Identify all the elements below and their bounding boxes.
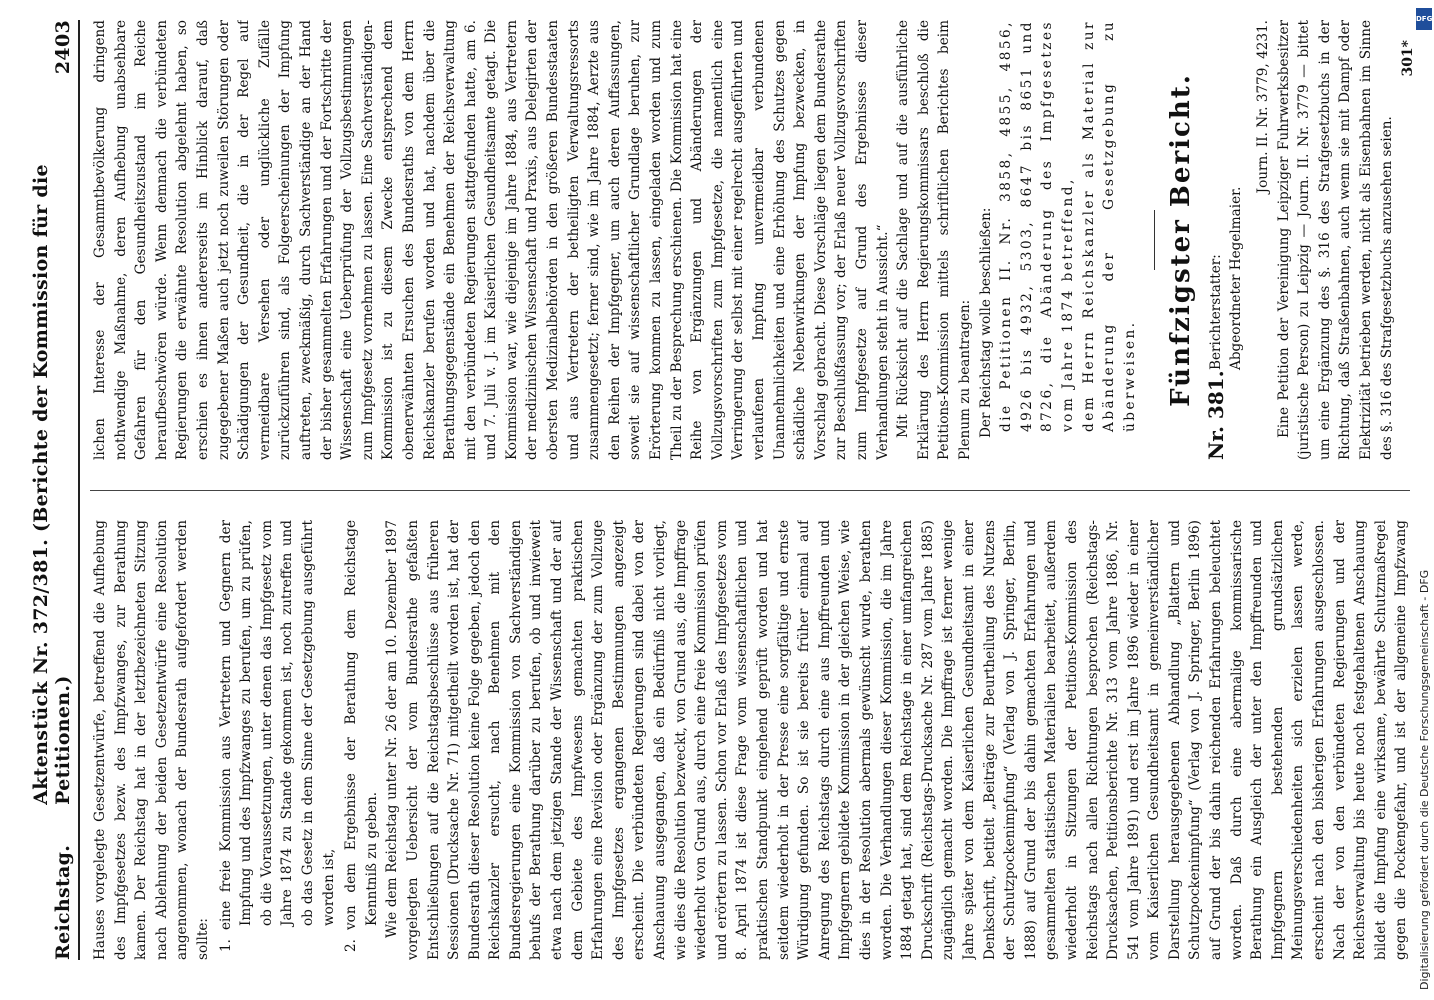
list-number: 2. <box>343 939 360 952</box>
header-title: Aktenstück Nr. 372/381. (Berichte der Kommission für die Petitionen.) <box>30 164 74 805</box>
digitization-note <box>1414 0 1434 1000</box>
column-divider <box>90 490 1410 491</box>
header-left: Reichstag. <box>52 844 74 960</box>
report-heading: Fünfzigster Bericht. <box>1166 73 1197 407</box>
report-number: Nr. 381. <box>1203 370 1228 460</box>
left-paragraph-1: Hauses vorgelegte Gesetzentwürfe, betreffend die Aufhebung des Impfgesetzes bezw. des Impfzwanges, zur Berathung kamen. Der Reichstag hat in der letztbezeichneten Sitzung nach Ablehnung der beiden Gesetzentwürfe eine Resolution angenommen, wonach der Bundesrath aufgefordert werden sollte: <box>92 520 211 960</box>
list-number: 1. <box>217 939 234 952</box>
report-meta <box>1203 20 1247 460</box>
right-paragraph-1: lichen Interesse der Gesammtbevölkerung dringend nothwendige Maßnahme, deren Aufhebung unabsehbare Gefahren für den Gesundheitszustand im Reiche heraufbeschwören würde. Wenn demnach die verbündeten Regierungen die erwähnte Resolution abgelehnt haben, so erschien es ihnen andererseits im Hinblick darauf, daß zugegebener Maßen auch jetzt noch zuweilen Störungen oder Schädigungen der Gesundheit, die in der Regel auf vermeidbare Versehen oder unglückliche Zufälle zurückzuführen sind, als Folgeerscheinungen der Impfung auftreten, zweckmäßig, durch Sachverständige an der Hand der bisher gesammelten Erfahrungen und der Fortschritte der Wissenschaft eine Ueberprüfung der Vollzugsbestimmungen zum Impfgesetz vornehmen zu lassen. Eine Sachverständigen-Kommission ist zu diesem Zwecke entsprechend dem obenerwähnten Ersuchen des Bundesraths von dem Herrn Reichskanzler berufen worden und hat, nachdem über die Berathungsgegenstände ein Benehmen der Reichsverwaltung mit den verbündeten Regierungen stattgefunden hatte, am 6. und 7. Juli v. J. im Kaiserlichen Gesundheitsamte getagt. Die Kommission war, wie diejenige im Jahre 1884, aus Vertretern der medizinischen Wissenschaft und Praxis, aus Delegirten der obersten Medizinalbehörden in den größeren Bundesstaaten und aus Vertretern der betheiligten Verwaltungsressorts zusammengesetzt; ferner sind, wie im Jahre 1884, Aerzte aus den Reihen der Impfgegner, um auch deren Auffassungen, soweit sie auf wissenschaftlicher Grundlage beruhen, zur Erörterung kommen zu lassen, eingeladen worden und zum Theil zu der Besprechung erschienen. Die Kommission hat eine Reihe von Ergänzungen und Abänderungen der Vollzugsvorschriften zum Impfgesetze, die namentlich eine Verringerung der selbst mit einer regelrecht ausgeführten und verlaufenen Impfung unvermeidbar verbundenen Unannehmlichkeiten und eine Erhöhung des Schutzes gegen schädliche Nebenwirkungen der Impfung bezwecken, in Vorschlag gebracht. Diese Vorschläge liegen dem Bundesrathe zur Beschlußfassung vor; der Erlaß neuer Vollzugsvorschriften zum Impfgesetze auf Grund des Ergebnisses dieser Verhandlungen steht in Aussicht.“ <box>92 20 891 460</box>
journal-reference: Journ. II. Nr. 3779, 4231. <box>1255 20 1272 194</box>
list-item <box>216 520 340 960</box>
page-header <box>30 20 80 960</box>
section-rule <box>1154 210 1155 270</box>
left-column <box>90 520 1410 960</box>
resolution-text: die Petitionen II. Nr. 3858, 4855, 4856, 4926 bis 4932, 5303, 8647 bis 8651 und 8726, die Abänderung des Impfgesetzes vom Jahre 1874 betreffend, <box>998 20 1076 432</box>
list-item <box>341 520 382 960</box>
reporter-name: Abgeordneter Hegelmaier. <box>1228 186 1245 370</box>
reporter-block <box>1206 20 1247 370</box>
left-paragraph-2: Wie dem Reichstag unter Nr. 26 der am 10. Dezember 1897 vorgelegten Uebersicht der vom Bundesrathe gefaßten Entschließungen auf die Reichstagsbeschlüsse aus früheren Sessionen (Drucksache Nr. 71) mitgetheilt worden ist, hat der Bundesrath dieser Resolution keine Folge gegeben, jedoch den Reichskanzler ersucht, nach Benehmen mit den Bundesregierungen eine Kommission von Sachverständigen behufs der Berathung darüber zu berufen, ob und inwieweit etwa nach dem jetzigen Stande der Wissenschaft und der auf dem Gebiete des Impfwesens gemachten praktischen Erfahrungen eine Revision oder Ergänzung der zum Vollzuge des Impfgesetzes ergangenen Bestimmungen angezeigt erscheint. Die verbündeten Regierungen sind dabei von der Anschauung ausgegangen, daß ein Bedürfniß nicht vorliegt, wie dies die Resolution bezweckt, von Grund aus, die Impffrage wiederholt von Grund aus, durch eine freie Kommission prüfen und erörtern zu lassen. Schon vor Erlaß des Impfgesetzes vom 8. April 1874 ist diese Frage vom wissenschaftlichen und praktischen Standpunkt eingehend geprüft worden und hat seitdem wiederholt in der Presse eine sorgfältige und ernste Würdigung gefunden. So ist sie bereits früher einmal auf Anregung des Reichstags durch eine aus Impffreunden und Impfgegnern gebildete Kommission in der gleichen Weise, wie dies in der Resolution abermals gewünscht wurde, berathen worden. Die Verhandlungen dieser Kommission, die im Jahre 1884 getagt hat, sind dem Reichstage in einer umfangreichen Druckschrift (Reichstags-Drucksache Nr. 287 vom Jahre 1885) zugänglich gemacht worden. Die Impffrage ist ferner wenige Jahre später von dem Kaiserlichen Gesundheitsamt in einer Denkschrift, betitelt „Beiträge zur Beurtheilung des Nutzens der Schutzpockenimpfung“ (Verlag von J. Springer, Berlin, 1888) auf Grund der bis dahin gemachten Erfahrungen und gesammelten statistischen Materialien bearbeitet, außerdem wiederholt in Sitzungen der Petitions-Kommission des Reichstags nach allen Richtungen besprochen (Reichstags-Drucksachen, Petitionsberichte Nr. 313 vom Jahre 1886, Nr. 541 vom Jahre 1891) und erst im Jahre 1896 wieder in einer vom Kaiserlichen Gesundheitsamt in gemeinverständlicher Darstellung herausgegebenen Abhandlung „Blattern und Schutzpockenimpfung“ (Verlag von J. Springer, Berlin 1896) auf Grund der bis dahin reichenden Erfahrungen beleuchtet worden. Daß durch eine abermalige kommissarische Berathung ein Ausgleich der unter den Impffreunden und Impfgegnern bestehenden grundsätzlichen Meinungsverschiedenheiten sich erzielen lassen werde, erscheint nach den bisherigen Erfahrungen ausgeschlossen. Nach der von den verbündeten Regierungen und der Reichsverwaltung bis heute noch festgehaltenen Anschauung bildet die Impfung eine wirksame, bewährte Schutzmaßregel gegen die Pockengefahr, und ist der allgemeine Impfzwang <box>384 520 1410 960</box>
right-paragraph-2: Mit Rücksicht auf die Sachlage und auf die ausführliche Erklärung des Herrn Regierungskommissars beschloß die Petitions-Kommission mittels schriftlichen Berichtes beim Plenum zu beantragen: <box>895 20 973 460</box>
resolution-block <box>996 20 1140 460</box>
right-paragraph-4: Eine Petition der Vereinigung Leipziger Fuhrwerksbesitzer (juristische Person) zu Leipzig — Journ. II. Nr. 3779 — bittet um eine Ergänzung des §. 316 des Strafgesetzbuchs in der Richtung, daß Straßenbahnen, auch wenn sie mit Dampf oder Elektrizität betrieben werden, nicht als Eisenbahnen im Sinne des §. 316 des Strafgesetzbuchs anzusehen seien. <box>1275 20 1395 460</box>
list-text: eine freie Kommission aus Vertretern und Gegnern der Impfung und des Impfzwanges zu berufen, um zu prüfen, ob die Voraussetzungen, unter denen das Impfgesetz vom Jahre 1874 zu Stande gekommen ist, noch zutreffen und ob das Gesetz in dem Sinne der Gesetzgebung ausgeführt worden ist, <box>217 520 337 930</box>
dfg-logo: DFG <box>1416 8 1432 30</box>
footer-number: 301* <box>1400 40 1416 77</box>
reporter-label: Berichterstatter: <box>1207 254 1224 370</box>
rotated-page <box>30 20 1420 960</box>
right-paragraph-3: Der Reichstag wolle beschließen: <box>977 207 994 438</box>
digitization-note-text: Digitalisierung gefördert durch die Deutsche Forschungsgemeinschaft - DFG <box>1418 569 1431 990</box>
page-number: 2403 <box>52 20 74 75</box>
right-column <box>90 20 1410 460</box>
list-text: von dem Ergebnisse der Berathung dem Reichstage Kenntniß zu geben. <box>343 520 380 930</box>
resolution-text-2: dem Herrn Reichskanzler als Material zur Abänderung der Gesetzgebung zu überweisen. <box>1080 20 1138 432</box>
resolution-list <box>216 520 383 960</box>
